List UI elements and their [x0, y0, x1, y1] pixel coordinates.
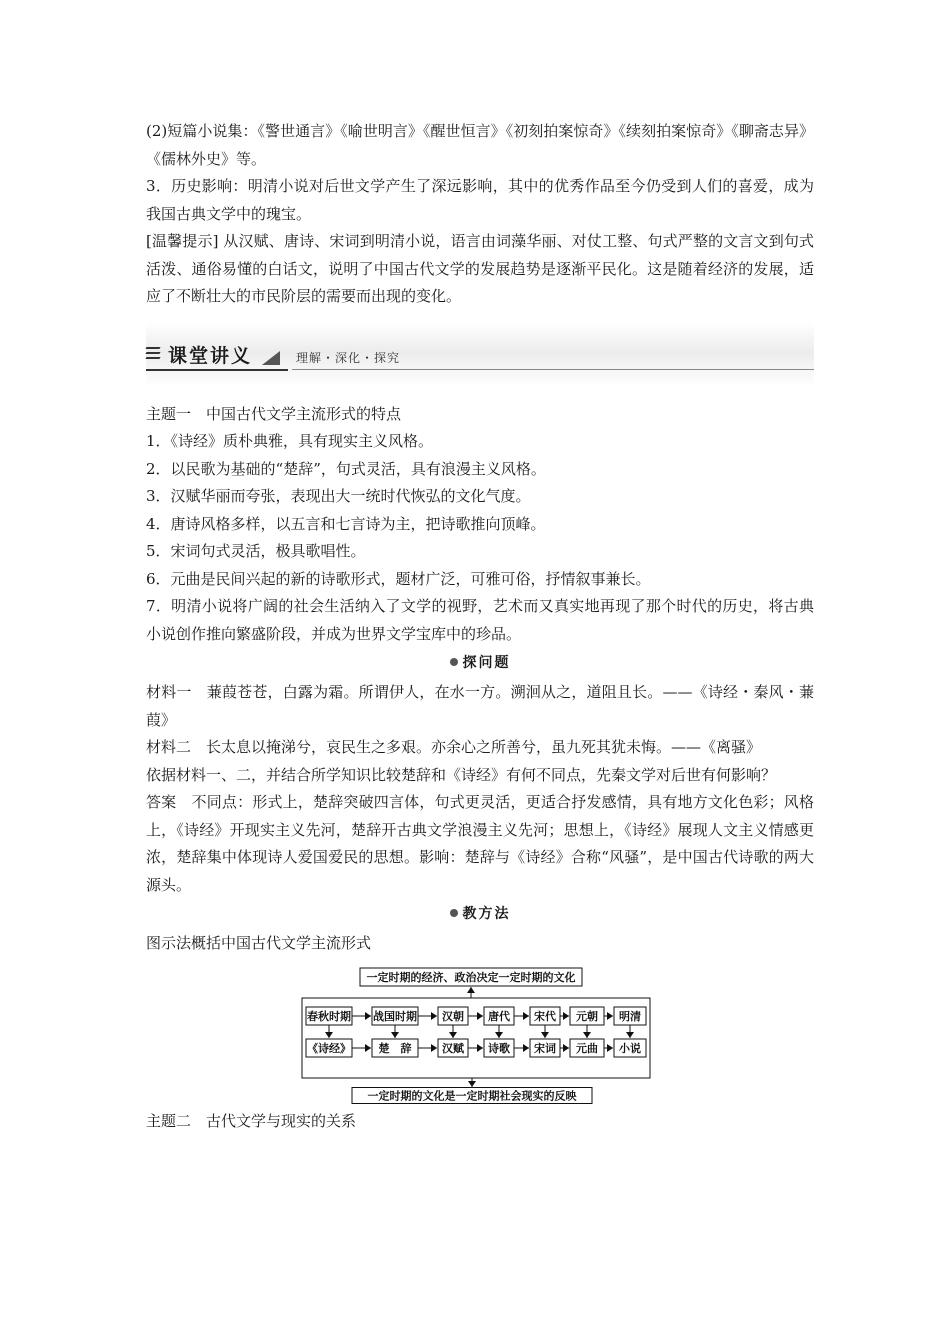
period-label: 唐代: [488, 1009, 510, 1023]
document-page: [146, 118, 814, 1135]
arrow-period-to-form-head: [626, 1032, 634, 1038]
arrow-period-next-head: [365, 1012, 371, 1020]
arrow-down-to-bottom-box-head: [468, 1081, 476, 1087]
literature-flow-diagram: [146, 964, 814, 1104]
explore-heading: 探问题: [146, 650, 814, 677]
answer: 答案 不同点：形式上，楚辞突破四言体，句式更灵活，更适合抒发感情，具有地方文化色彩；风格上，《诗经》开现实主义先河，楚辞开古典文学浪漫主义先河；思想上，《诗经》展现人文主义情感更浓，楚辞集中体现诗人爱国爱民的思想。影响：楚辞与《诗经》合称“风骚”，是中国古代诗歌的两大源头。: [146, 793, 814, 894]
arrow-period-to-form-head: [449, 1032, 457, 1038]
arrow-form-next-head: [563, 1044, 569, 1052]
form-label: 楚 辞: [378, 1041, 412, 1055]
topic1-item: 7．明清小说将广阔的社会生活纳入了文学的视野，艺术而又真实地再现了那个时代的历史，将古典小说创作推向繁盛阶段，并成为世界文学宝库中的珍品。: [146, 597, 814, 643]
topic1-item: 2．以民歌为基础的“楚辞”，句式灵活，具有浪漫主义风格。: [146, 459, 546, 478]
diagram-svg: [146, 964, 814, 1104]
arrow-period-to-form-head: [495, 1032, 503, 1038]
paragraph-historical-impact: 3．历史影响：明清小说对后世文学产生了深远影响，其中的优秀作品至今仍受到人们的喜爱，成为我国古典文学中的瑰宝。: [146, 177, 814, 223]
arrow-period-to-form-head: [541, 1032, 549, 1038]
form-label: 汉赋: [442, 1041, 464, 1055]
arrow-up-to-top-box-head: [467, 987, 475, 993]
question: 依据材料一、二，并结合所学知识比较楚辞和《诗经》有何不同点，先秦文学对后世有何影响？: [146, 765, 777, 784]
arrow-period-next-head: [431, 1012, 437, 1020]
topic1-heading: 主题一 中国古代文学主流形式的特点: [146, 404, 402, 423]
section-banner: [146, 323, 814, 387]
banner-title: 课堂讲义: [168, 344, 253, 367]
period-label: 春秋时期: [307, 1009, 351, 1023]
material-one: 材料一 蒹葭苍苍，白露为霜。所谓伊人，在水一方。溯洄从之，道阻且长。——《诗经・秦风・蒹葭》: [146, 683, 814, 729]
banner-rule: [292, 369, 814, 370]
topic1-item: 1．《诗经》质朴典雅，具有现实主义风格。: [146, 432, 434, 450]
form-label: 小说: [619, 1041, 641, 1055]
arrow-form-next-head: [365, 1044, 371, 1052]
bullet-dot-icon: [450, 909, 458, 917]
topic1-item: 4．唐诗风格多样，以五言和七言诗为主，把诗歌推向顶峰。: [146, 514, 546, 533]
arrow-form-next-head: [431, 1044, 437, 1052]
arrow-period-to-form-head: [583, 1032, 591, 1038]
period-label: 元朝: [576, 1009, 598, 1023]
banner-triangle-icon: [262, 351, 280, 365]
banner-subtitle: 理解・深化・探究: [296, 350, 401, 365]
form-label: 宋词: [534, 1041, 556, 1055]
top-box-label: 一定时期的经济、政治决定一定时期的文化: [366, 970, 576, 984]
banner-underline: [146, 369, 288, 371]
paragraph-short-novels: (2)短篇小说集：《警世通言》《喻世明言》《醒世恒言》《初刻拍案惊奇》《续刻拍案惊奇》《聊斋志异》《儒林外史》等。: [146, 122, 814, 168]
arrow-form-next-head: [523, 1044, 529, 1052]
form-label: 《诗经》: [307, 1041, 351, 1055]
topic1-item: 5．宋词句式灵活，极具歌唱性。: [146, 542, 366, 560]
period-label: 明清: [619, 1009, 641, 1023]
arrow-period-next-head: [563, 1012, 569, 1020]
form-label: 元曲: [576, 1041, 598, 1055]
period-label: 汉朝: [442, 1009, 464, 1023]
bottom-box-label: 一定时期的文化是一定时期社会现实的反映: [367, 1089, 577, 1102]
arrow-form-next-head: [477, 1044, 483, 1052]
period-label: 宋代: [534, 1009, 556, 1023]
topic1-item: 3．汉赋华丽而夸张，表现出大一统时代恢弘的文化气度。: [146, 487, 531, 505]
method-heading: 教方法: [146, 901, 814, 928]
period-label: 战国时期: [373, 1009, 417, 1023]
arrow-period-next-head: [523, 1012, 529, 1020]
arrow-period-to-form-head: [391, 1032, 399, 1038]
topic2-heading: 主题二 古代文学与现实的关系: [146, 1111, 357, 1130]
form-label: 诗歌: [488, 1041, 510, 1055]
arrow-form-next-head: [607, 1044, 613, 1052]
bullet-dot-icon: [450, 658, 458, 666]
topic1-item: 6．元曲是民间兴起的新的诗歌形式，题材广泛，可雅可俗，抒情叙事兼长。: [146, 569, 651, 588]
banner-stripes-icon: [146, 347, 160, 363]
method-intro: 图示法概括中国古代文学主流形式: [146, 934, 372, 952]
arrow-period-to-form-head: [325, 1032, 333, 1038]
arrow-period-next-head: [607, 1012, 613, 1020]
material-two: 材料二 长太息以掩涕兮，哀民生之多艰。亦余心之所善兮，虽九死其犹未悔。——《离骚》: [146, 738, 762, 756]
arrow-period-next-head: [477, 1012, 483, 1020]
paragraph-warm-tip: [温馨提示] 从汉赋、唐诗、宋词到明清小说，语言由词藻华丽、对仗工整、句式严整的文言文到句式活泼、通俗易懂的白话文，说明了中国古代文学的发展趋势是逐渐平民化。这是随着经济的发展，适应了不断壮大的市民阶层的需要而出现的变化。: [146, 232, 814, 305]
